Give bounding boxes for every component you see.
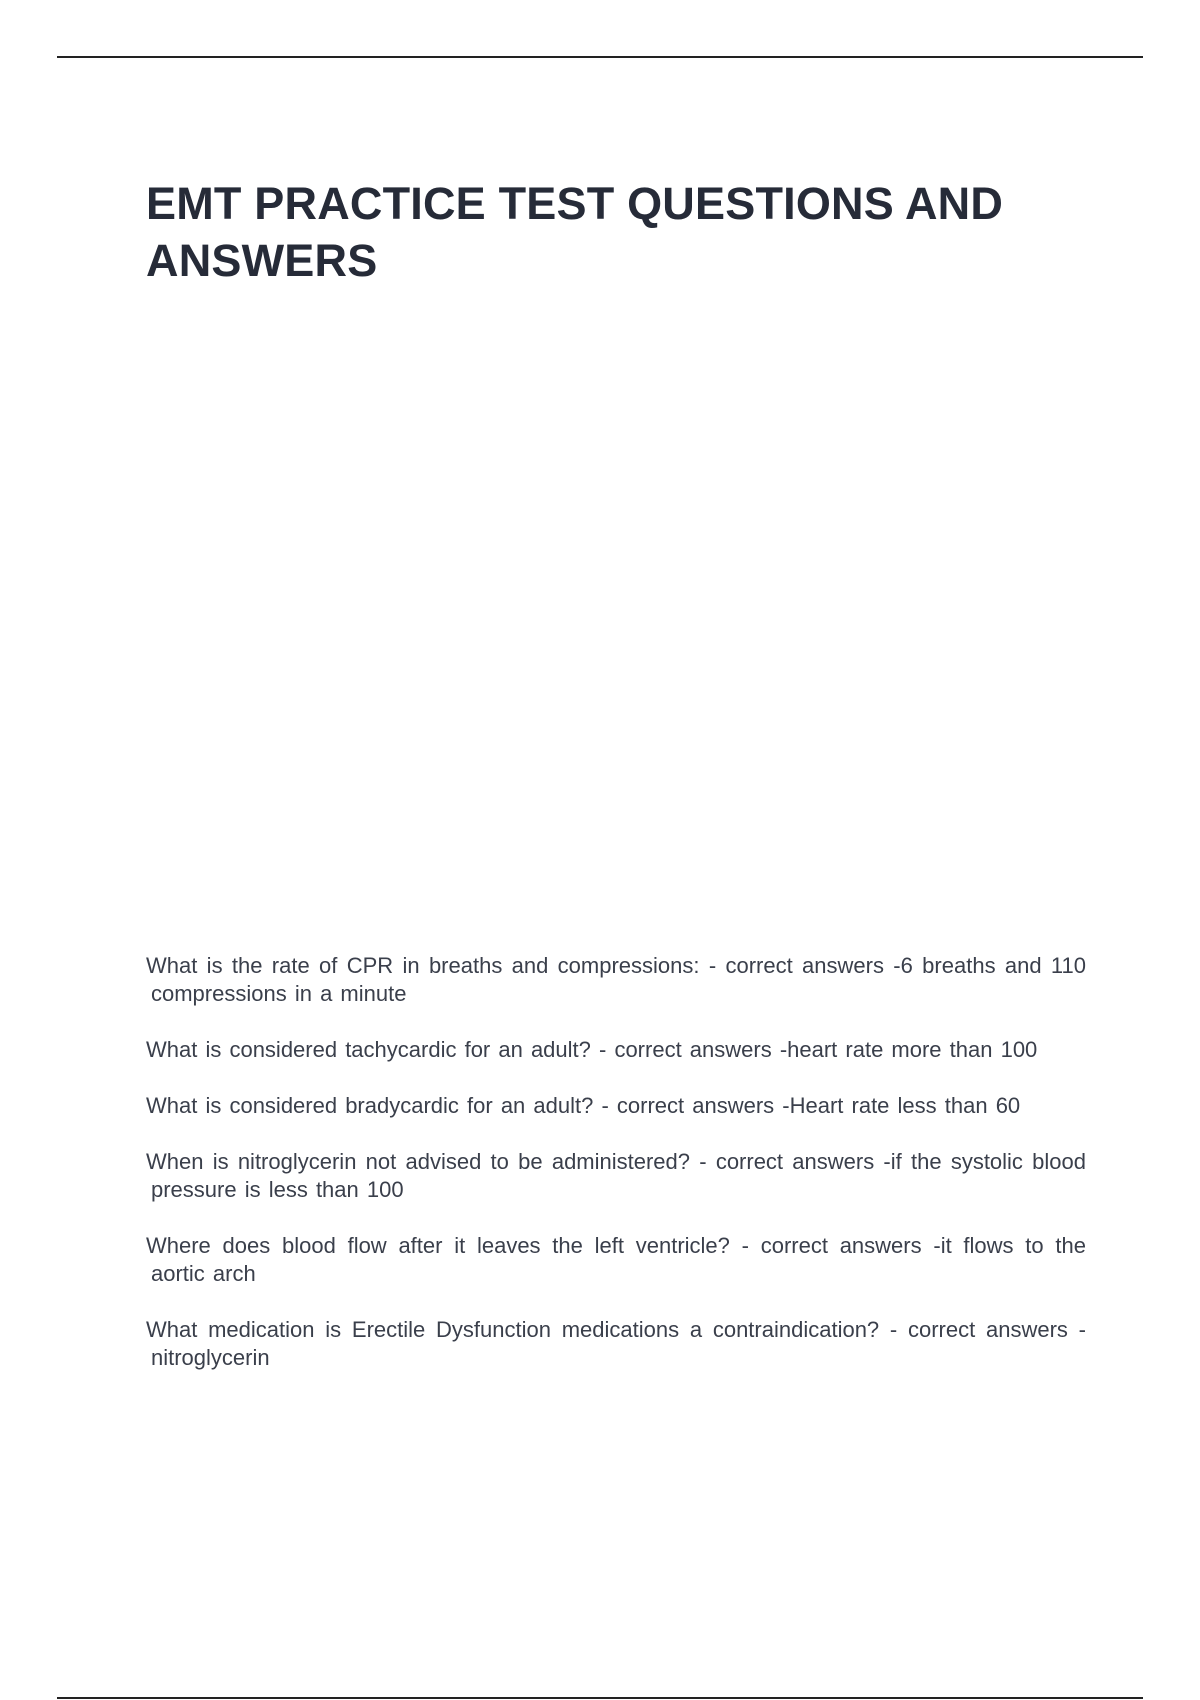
top-rule [57, 56, 1143, 58]
qa-text: What medication is Erectile Dysfunction medications a contraindication? - correct answers -nitroglycerin [146, 1317, 1086, 1370]
document-title: EMT PRACTICE TEST QUESTIONS AND ANSWERS [146, 178, 1004, 286]
qa-item [146, 1316, 1086, 1372]
qa-item [146, 1148, 1086, 1204]
qa-text: When is nitroglycerin not advised to be administered? - correct answers -if the systolic blood pressure is less than 100 [146, 1149, 1086, 1202]
qa-item [146, 1036, 1086, 1064]
qa-list [146, 952, 1086, 1400]
bottom-rule [57, 1697, 1143, 1699]
qa-text: What is the rate of CPR in breaths and compressions: - correct answers -6 breaths and 110 compressions in a minute [146, 953, 1086, 1006]
qa-item [146, 1092, 1086, 1120]
qa-text: What is considered bradycardic for an adult? - correct answers -Heart rate less than 60 [146, 1093, 1021, 1118]
qa-item [146, 1232, 1086, 1288]
qa-item [146, 952, 1086, 1008]
qa-text: Where does blood flow after it leaves the left ventricle? - correct answers -it flows to the aortic arch [146, 1233, 1086, 1286]
qa-text: What is considered tachycardic for an adult? - correct answers -heart rate more than 100 [146, 1037, 1038, 1062]
